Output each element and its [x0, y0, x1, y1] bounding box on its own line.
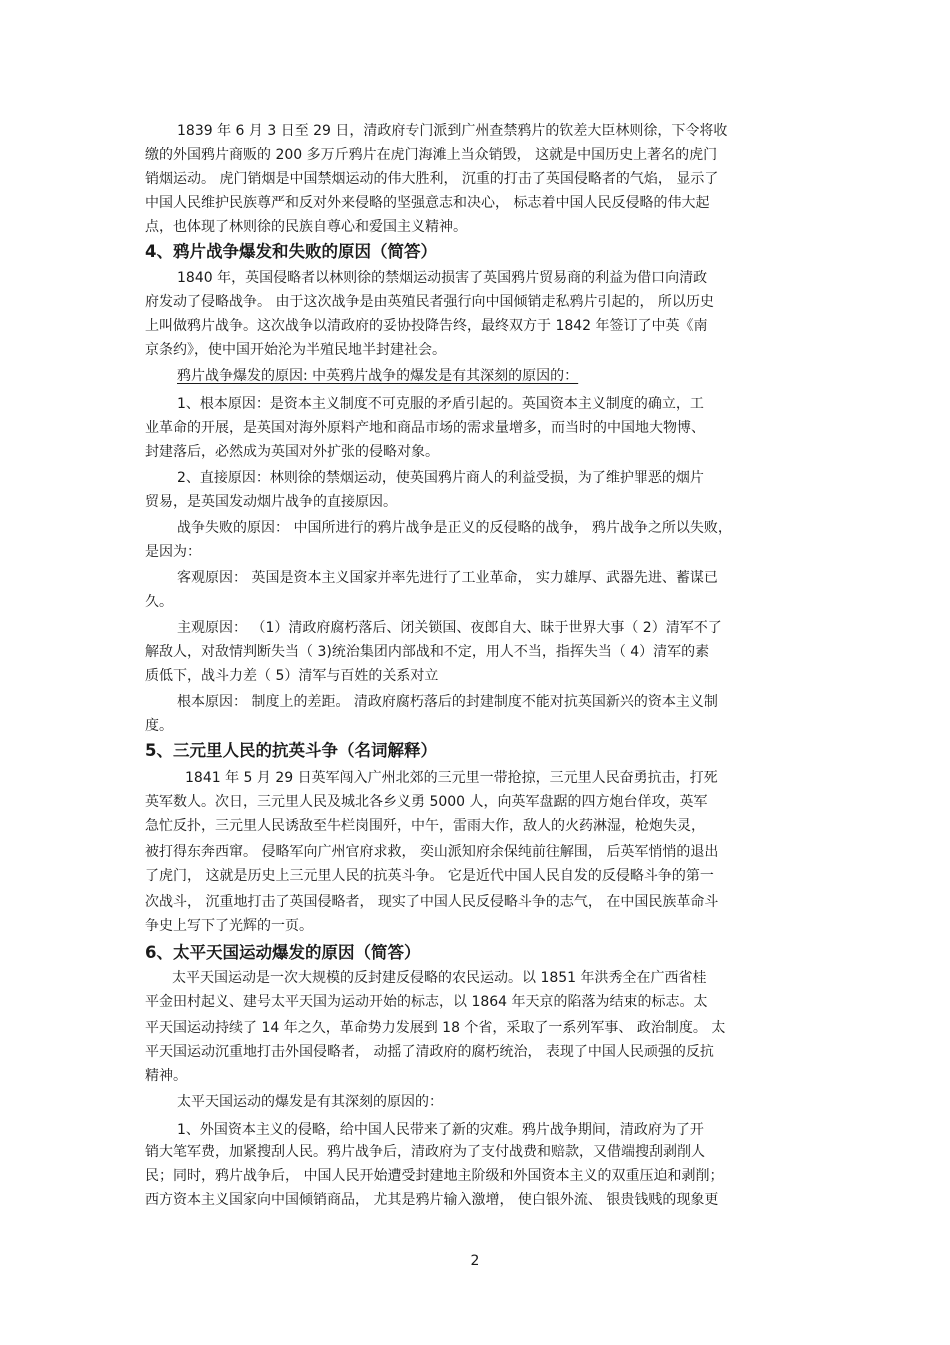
- text-line: 业革命的开展，是英国对海外原料产地和商品市场的需求量增多，而当时的中国地大物博、: [145, 420, 705, 436]
- text-line: 平金田村起义、建号太平天国为运动开始的标志，以 1864 年天京的陷落为结束的标志。太: [145, 994, 708, 1010]
- text-line: 次战斗， 沉重地打击了英国侵略者， 现实了中国人民反侵略斗争的志气， 在中国民族革命斗: [145, 894, 719, 910]
- text-line: 急忙反扑，三元里人民诱敌至牛栏岗围歼，中午，雷雨大作，敌人的火药淋湿，枪炮失灵，: [145, 818, 705, 834]
- text-line: 了虎门， 这就是历史上三元里人民的抗英斗争。 它是近代中国人民自发的反侵略斗争的第一: [145, 868, 714, 884]
- text-line: 西方资本主义国家向中国倾销商品， 尤其是鸦片输入激增， 使白银外流、 银贵钱贱的现象更: [145, 1192, 719, 1208]
- text-line: 鸦片战争爆发的原因: 中英鸦片战争的爆发是有其深刻的原因的：: [177, 368, 579, 384]
- section-heading: 6、太平天国运动爆发的原因（简答）: [145, 943, 421, 962]
- text-line: 府发动了侵略战争。 由于这次战争是由英殖民者强行向中国倾销走私鸦片引起的， 所以历史: [145, 294, 714, 310]
- text-line: 质低下，战斗力差（ 5）清军与百姓的关系对立: [145, 668, 439, 684]
- text-line: 解敌人，对敌情判断失当（ 3)统治集团内部战和不定，用人不当，指挥失当（ 4）清军的素: [145, 644, 710, 660]
- text-line: 2、直接原因：林则徐的禁烟运动，使英国鸦片商人的利益受损，为了维护罪恶的烟片: [177, 470, 704, 486]
- text-line: 平天国运动持续了 14 年之久，革命势力发展到 18 个省，采取了一系列军事、 政治制度。 太: [145, 1020, 726, 1036]
- text-line: 1、根本原因：是资本主义制度不可克服的矛盾引起的。英国资本主义制度的确立，工: [177, 396, 704, 412]
- text-line: 太平天国运动的爆发是有其深刻的原因的：: [177, 1094, 443, 1110]
- text-line: 上叫做鸦片战争。这次战争以清政府的妥协投降告终，最终双方于 1842 年签订了中英《南: [145, 318, 708, 334]
- text-line: 封建落后，必然成为英国对外扩张的侵略对象。: [145, 444, 439, 460]
- text-line: 1839 年 6 月 3 日至 29 日，清政府专门派到广州查禁鸦片的钦差大臣林则徐，下令将收: [177, 123, 728, 139]
- text-line: 英军数人。次日，三元里人民及城北各乡义勇 5000 人，向英军盘踞的四方炮台佯攻，英军: [145, 794, 708, 810]
- text-line: 战争失败的原因： 中国所进行的鸦片战争是正义的反侵略的战争， 鸦片战争之所以失败，: [177, 520, 732, 536]
- text-line: 度。: [145, 718, 173, 734]
- section-heading: 5、三元里人民的抗英斗争（名词解释）: [145, 741, 437, 760]
- text-line: 销大笔军费，加紧搜刮人民。鸦片战争后，清政府为了支付战费和赔款，又借端搜刮剥削人: [145, 1144, 705, 1160]
- text-line: 1、外国资本主义的侵略，给中国人民带来了新的灾难。鸦片战争期间，清政府为了开: [177, 1122, 704, 1138]
- text-line: 中国人民维护民族尊严和反对外来侵略的坚强意志和决心， 标志着中国人民反侵略的伟大起: [145, 195, 710, 211]
- text-line: 被打得东奔西窜。 侵略军向广州官府求救， 奕山派知府余保纯前往解围， 后英军悄悄的退出: [145, 844, 719, 860]
- text-line: 平天国运动沉重地打击外国侵略者， 动摇了清政府的腐朽统治， 表现了中国人民顽强的反抗: [145, 1044, 714, 1060]
- text-line: 争史上写下了光辉的一页。: [145, 918, 313, 934]
- text-line: 久。: [145, 594, 173, 610]
- text-line: 主观原因： （1）清政府腐朽落后、闭关锁国、夜郎自大、昧于世界大事（ 2）清军不了: [177, 620, 722, 636]
- text-line: 根本原因： 制度上的差距。 清政府腐朽落后的封建制度不能对抗英国新兴的资本主义制: [177, 694, 718, 710]
- text-line: 缴的外国鸦片商贩的 200 多万斤鸦片在虎门海滩上当众销毁， 这就是中国历史上著名的虎门: [145, 147, 718, 163]
- text-line: 民；同时，鸦片战争后， 中国人民开始遭受封建地主阶级和外国资本主义的双重压迫和剥削；: [145, 1168, 724, 1184]
- text-line: 1840 年，英国侵略者以林则徐的禁烟运动损害了英国鸦片贸易商的利益为借口向清政: [177, 270, 708, 286]
- text-line: 是因为：: [145, 544, 201, 560]
- text-line: 客观原因： 英国是资本主义国家并率先进行了工业革命， 实力雄厚、武器先进、蓄谋已: [177, 570, 718, 586]
- text-line: 精神。: [145, 1068, 187, 1084]
- section-heading: 4、鸦片战争爆发和失败的原因（简答）: [145, 242, 437, 261]
- text-line: 销烟运动。 虎门销烟是中国禁烟运动的伟大胜利， 沉重的打击了英国侵略者的气焰， 显示了: [145, 171, 719, 187]
- page-number: 2: [470, 1253, 480, 1269]
- text-line: 贸易，是英国发动烟片战争的直接原因。: [145, 494, 397, 510]
- text-line: 京条约》，使中国开始沦为半殖民地半封建社会。: [145, 342, 446, 358]
- text-line: 点，也体现了林则徐的民族自尊心和爱国主义精神。: [145, 219, 467, 235]
- text-line: 1841 年 5 月 29 日英军闯入广州北郊的三元里一带抢掠，三元里人民奋勇抗击，打死: [185, 770, 718, 786]
- text-line: 太平天国运动是一次大规模的反封建反侵略的农民运动。以 1851 年洪秀全在广西省桂: [172, 970, 707, 986]
